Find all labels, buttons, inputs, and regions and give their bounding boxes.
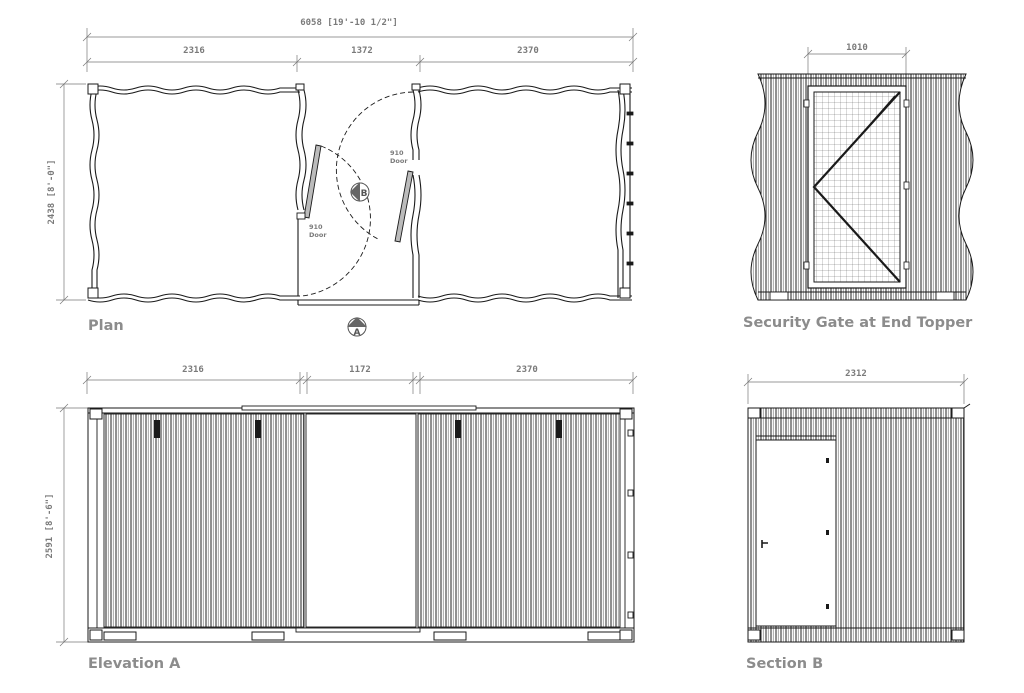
elevation-marker-a: [347, 317, 367, 338]
plan-overall-length: 6058 [19'-10 1/2"]: [300, 18, 398, 28]
elevation-container: [88, 406, 634, 642]
elevation-a-view: [45, 365, 637, 672]
plan-dimension-lines: [56, 28, 637, 304]
plan-width-dim: 2438 [8'-0"]: [47, 159, 57, 225]
door-right-size: 910: [390, 149, 404, 157]
section-marker-b-label: B: [360, 189, 368, 199]
plan-door-left: [297, 145, 370, 296]
section-marker-b: [350, 182, 369, 202]
elevation-dim-right: 2370: [516, 365, 538, 375]
plan-door-right: [336, 92, 413, 242]
plan-dim-right: 2370: [517, 46, 539, 56]
section-title: Section B: [746, 656, 824, 672]
elevation-dim-left: 2316: [182, 365, 204, 375]
gate-title: Security Gate at End Topper: [743, 315, 973, 331]
elevation-marker-a-label: A: [353, 328, 361, 338]
elevation-height-dim: 2591 [8'-6"]: [45, 493, 55, 559]
plan-title: Plan: [88, 318, 124, 334]
door-left-label: Door: [309, 231, 327, 239]
door-left-size: 910: [309, 223, 323, 231]
section-b-view: [744, 369, 970, 672]
elevation-dim-middle: 1172: [349, 365, 371, 375]
door-right-label: Door: [390, 157, 408, 165]
security-gate-view: [743, 43, 973, 331]
section-width-dim: 2312: [845, 369, 867, 379]
section-container: [748, 404, 970, 642]
plan-view: [47, 18, 637, 338]
gate-width-dim: 1010: [846, 43, 868, 53]
elevation-title: Elevation A: [88, 656, 181, 672]
plan-dim-left: 2316: [183, 46, 205, 56]
security-gate: [804, 86, 909, 288]
plan-dim-middle: 1372: [351, 46, 373, 56]
